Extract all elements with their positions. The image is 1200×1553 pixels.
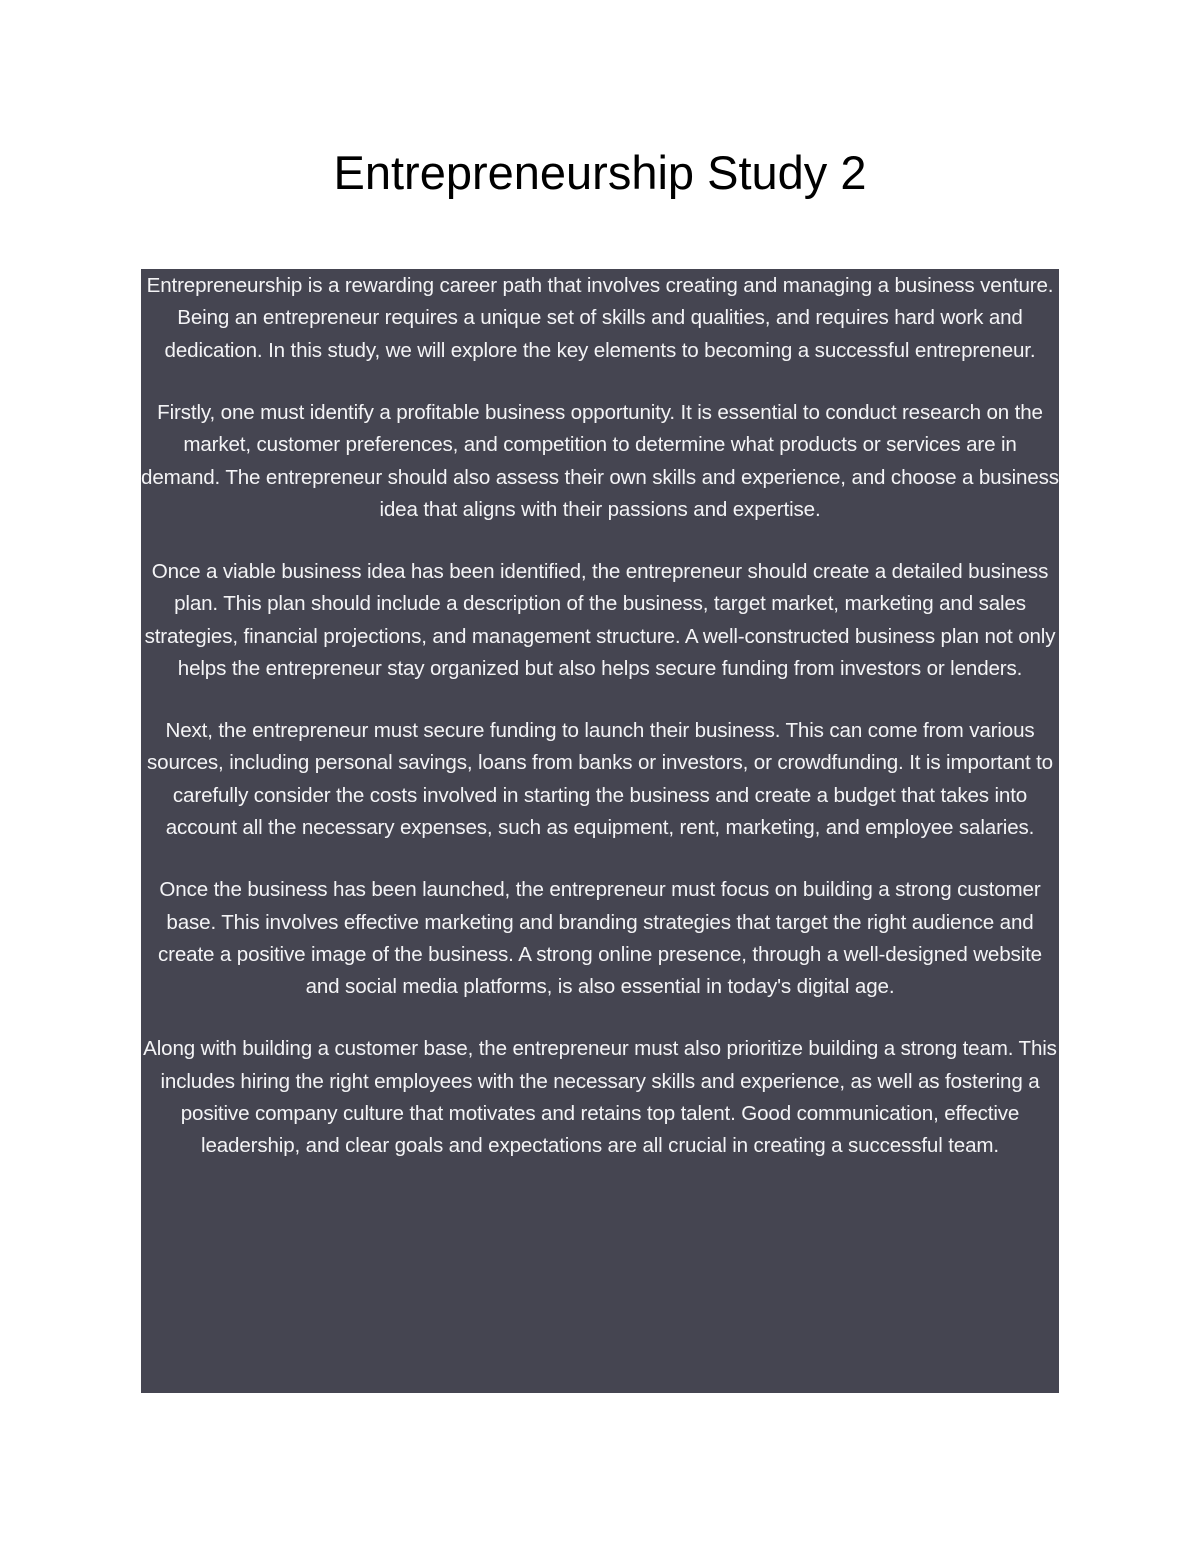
content-box [141,269,1059,1393]
paragraph-opportunity: Firstly, one must identify a profitable business opportunity. It is essential to conduct research on the market, customer preferences, and competition to determine what products or services are in demand. The entrepreneur should also assess their own skills and experience, and choose a business idea that aligns with their passions and expertise. [141,400,1059,521]
page-title: Entrepreneurship Study 2 [333,146,867,199]
paragraph-business-plan: Once a viable business idea has been identified, the entrepreneur should create a detailed business plan. This plan should include a description of the business, target market, marketing and sales strategies, financial projections, and management structure. A well-constructed business plan not only helps the entrepreneur stay organized but also helps secure funding from investors or lenders. [144,559,1056,681]
paragraph-funding: Next, the entrepreneur must secure funding to launch their business. This can come from various sources, including personal savings, loans from banks or investors, or crowdfunding. It is important to carefully consider the costs involved in starting the business and create a budget that takes into account all the necessary expenses, such as equipment, rent, marketing, and employee salaries. [147,718,1053,840]
paragraph-customer-base: Once the business has been launched, the entrepreneur must focus on building a strong customer base. This involves effective marketing and branding strategies that target the right audience and create a positive image of the business. A strong online presence, through a well-designed website and social media platforms, is also essential in today's digital age. [158,878,1042,999]
paragraph-team: Along with building a customer base, the entrepreneur must also prioritize building a strong team. This includes hiring the right employees with the necessary skills and experience, as well as fostering a positive company culture that motivates and retains top talent. Good communication, effective leadership, and clear goals and expectations are all crucial in creating a successful team. [143,1037,1057,1158]
paragraph-intro: Entrepreneurship is a rewarding career path that involves creating and managing a business venture. Being an entrepreneur requires a unique set of skills and qualities, and requires hard work and dedication. In this study, we will explore the key elements to becoming a successful entrepreneur. [146,274,1054,362]
